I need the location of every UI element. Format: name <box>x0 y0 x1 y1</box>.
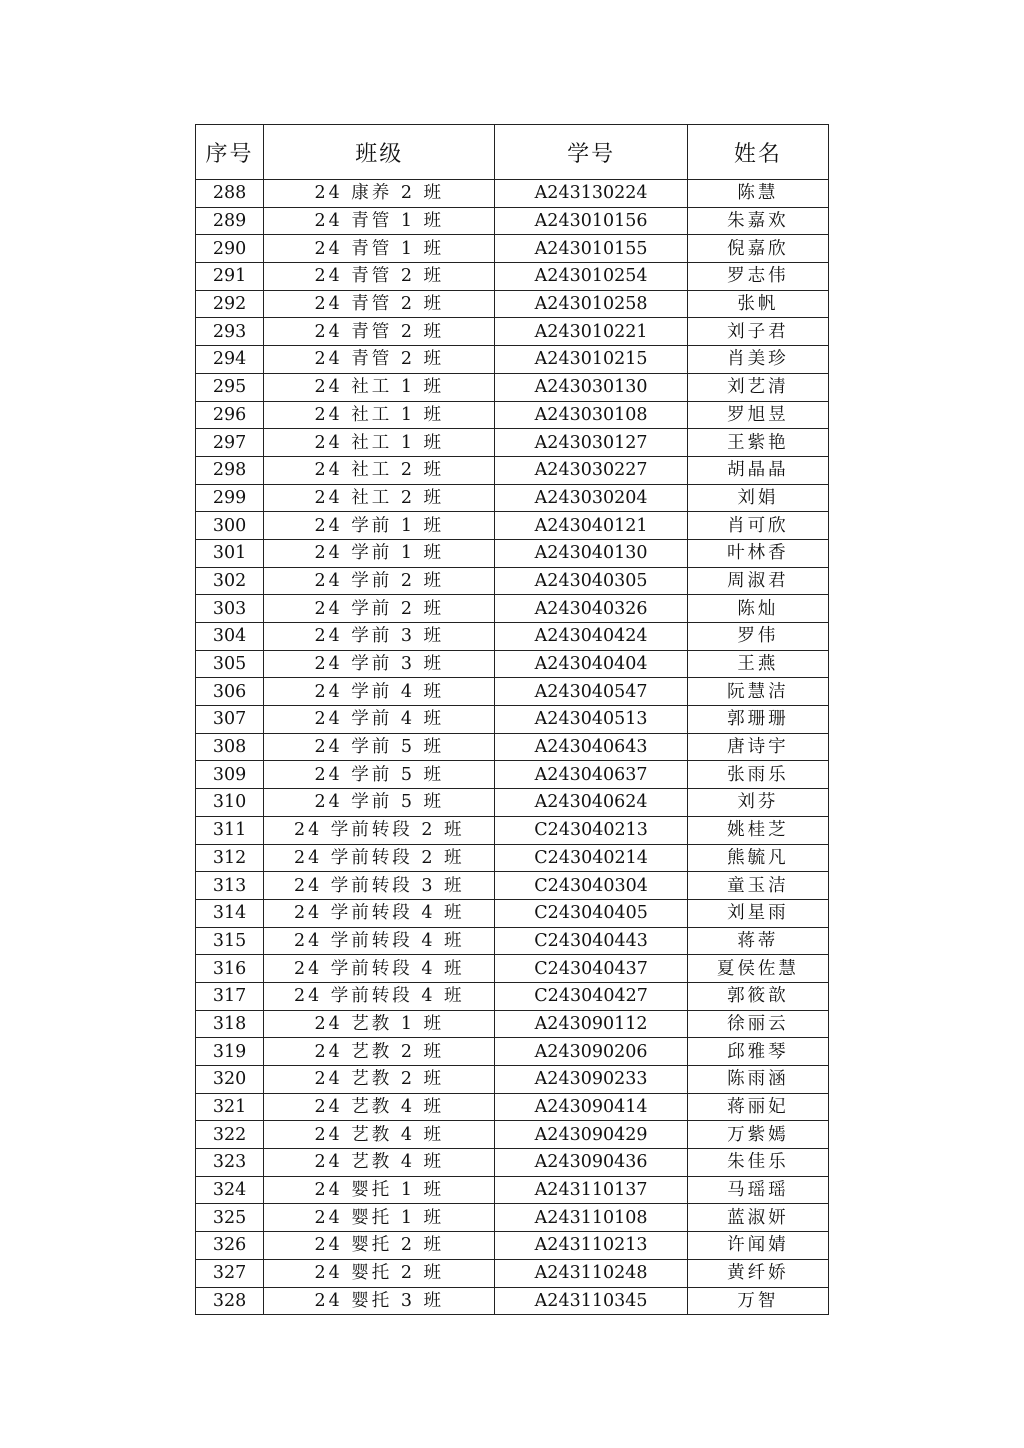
cell-student-id: A243110213 <box>495 1232 687 1260</box>
table-row <box>196 1038 829 1066</box>
cell-index: 320 <box>196 1066 264 1094</box>
cell-student-id: A243040643 <box>495 733 687 761</box>
table-row <box>196 1204 829 1232</box>
table-row <box>196 1149 829 1177</box>
cell-index: 322 <box>196 1121 264 1149</box>
cell-name: 胡晶晶 <box>687 456 828 484</box>
cell-class: 24 艺教 1 班 <box>264 1010 495 1038</box>
cell-student-id: A243110108 <box>495 1204 687 1232</box>
cell-name: 罗旭昱 <box>687 401 828 429</box>
cell-student-id: C243040405 <box>495 899 687 927</box>
cell-class: 24 青管 2 班 <box>264 318 495 346</box>
cell-index: 293 <box>196 318 264 346</box>
cell-index: 302 <box>196 567 264 595</box>
cell-index: 316 <box>196 955 264 983</box>
cell-index: 294 <box>196 346 264 374</box>
cell-index: 298 <box>196 456 264 484</box>
table-row <box>196 1287 829 1315</box>
cell-index: 306 <box>196 678 264 706</box>
cell-name: 罗志伟 <box>687 263 828 291</box>
table-row <box>196 733 829 761</box>
table-row <box>196 1093 829 1121</box>
table-row <box>196 872 829 900</box>
cell-class: 24 学前转段 4 班 <box>264 899 495 927</box>
table-row <box>196 1121 829 1149</box>
cell-name: 蒋丽妃 <box>687 1093 828 1121</box>
cell-student-id: A243010155 <box>495 235 687 263</box>
table-row <box>196 1259 829 1287</box>
cell-class: 24 青管 2 班 <box>264 263 495 291</box>
cell-class: 24 学前 3 班 <box>264 650 495 678</box>
cell-name: 蓝淑妍 <box>687 1204 828 1232</box>
table-row <box>196 816 829 844</box>
table-row <box>196 789 829 817</box>
cell-index: 318 <box>196 1010 264 1038</box>
cell-index: 299 <box>196 484 264 512</box>
cell-index: 305 <box>196 650 264 678</box>
cell-name: 张雨乐 <box>687 761 828 789</box>
cell-class: 24 学前 5 班 <box>264 761 495 789</box>
cell-student-id: A243040404 <box>495 650 687 678</box>
cell-student-id: A243010221 <box>495 318 687 346</box>
table-row <box>196 706 829 734</box>
cell-student-id: A243090112 <box>495 1010 687 1038</box>
cell-class: 24 学前 2 班 <box>264 567 495 595</box>
cell-class: 24 青管 2 班 <box>264 346 495 374</box>
table-row <box>196 1232 829 1260</box>
cell-class: 24 社工 1 班 <box>264 401 495 429</box>
cell-student-id: A243040424 <box>495 623 687 651</box>
cell-name: 熊毓凡 <box>687 844 828 872</box>
cell-class: 24 学前转段 4 班 <box>264 982 495 1010</box>
cell-index: 290 <box>196 235 264 263</box>
cell-student-id: A243030227 <box>495 456 687 484</box>
cell-class: 24 青管 1 班 <box>264 235 495 263</box>
cell-student-id: A243040121 <box>495 512 687 540</box>
cell-name: 肖美珍 <box>687 346 828 374</box>
cell-student-id: A243090429 <box>495 1121 687 1149</box>
table-row <box>196 1066 829 1094</box>
cell-index: 297 <box>196 429 264 457</box>
cell-name: 夏侯佐慧 <box>687 955 828 983</box>
cell-student-id: A243030204 <box>495 484 687 512</box>
cell-class: 24 康养 2 班 <box>264 180 495 208</box>
cell-name: 罗伟 <box>687 623 828 651</box>
cell-index: 304 <box>196 623 264 651</box>
table-row <box>196 567 829 595</box>
cell-name: 刘娟 <box>687 484 828 512</box>
cell-student-id: A243010156 <box>495 207 687 235</box>
cell-index: 308 <box>196 733 264 761</box>
cell-student-id: C243040437 <box>495 955 687 983</box>
table-row <box>196 678 829 706</box>
cell-name: 许闻婧 <box>687 1232 828 1260</box>
cell-index: 289 <box>196 207 264 235</box>
cell-student-id: C243040213 <box>495 816 687 844</box>
cell-name: 倪嘉欣 <box>687 235 828 263</box>
table-row <box>196 346 829 374</box>
cell-student-id: A243110345 <box>495 1287 687 1315</box>
cell-student-id: C243040443 <box>495 927 687 955</box>
cell-name: 刘子君 <box>687 318 828 346</box>
table-row <box>196 373 829 401</box>
cell-index: 327 <box>196 1259 264 1287</box>
cell-class: 24 学前 5 班 <box>264 733 495 761</box>
table-row <box>196 955 829 983</box>
cell-index: 307 <box>196 706 264 734</box>
cell-class: 24 学前 1 班 <box>264 539 495 567</box>
cell-student-id: A243090206 <box>495 1038 687 1066</box>
header-name: 姓名 <box>687 125 828 180</box>
cell-index: 309 <box>196 761 264 789</box>
student-roster-table <box>195 124 829 1315</box>
cell-class: 24 学前 4 班 <box>264 706 495 734</box>
cell-class: 24 社工 2 班 <box>264 484 495 512</box>
cell-class: 24 学前转段 4 班 <box>264 927 495 955</box>
cell-student-id: A243010254 <box>495 263 687 291</box>
cell-class: 24 婴托 1 班 <box>264 1176 495 1204</box>
cell-name: 唐诗宇 <box>687 733 828 761</box>
table-row <box>196 263 829 291</box>
cell-student-id: A243040130 <box>495 539 687 567</box>
cell-student-id: A243040637 <box>495 761 687 789</box>
table-row <box>196 484 829 512</box>
cell-student-id: A243090233 <box>495 1066 687 1094</box>
cell-index: 323 <box>196 1149 264 1177</box>
cell-student-id: C243040214 <box>495 844 687 872</box>
cell-index: 319 <box>196 1038 264 1066</box>
cell-index: 295 <box>196 373 264 401</box>
cell-index: 328 <box>196 1287 264 1315</box>
cell-student-id: C243040427 <box>495 982 687 1010</box>
cell-student-id: A243110137 <box>495 1176 687 1204</box>
table-row <box>196 623 829 651</box>
cell-student-id: A243040624 <box>495 789 687 817</box>
cell-class: 24 社工 1 班 <box>264 373 495 401</box>
table-row <box>196 650 829 678</box>
cell-class: 24 青管 1 班 <box>264 207 495 235</box>
cell-student-id: A243040305 <box>495 567 687 595</box>
cell-name: 马瑶瑶 <box>687 1176 828 1204</box>
cell-student-id: A243030108 <box>495 401 687 429</box>
table-row <box>196 512 829 540</box>
cell-student-id: A243010215 <box>495 346 687 374</box>
table-row <box>196 1176 829 1204</box>
header-student-id: 学号 <box>495 125 687 180</box>
table-row <box>196 180 829 208</box>
cell-class: 24 学前转段 4 班 <box>264 955 495 983</box>
cell-name: 周淑君 <box>687 567 828 595</box>
cell-class: 24 社工 2 班 <box>264 456 495 484</box>
cell-index: 292 <box>196 290 264 318</box>
cell-student-id: A243130224 <box>495 180 687 208</box>
cell-index: 296 <box>196 401 264 429</box>
cell-name: 张帆 <box>687 290 828 318</box>
cell-name: 刘芬 <box>687 789 828 817</box>
header-index: 序号 <box>196 125 264 180</box>
cell-index: 313 <box>196 872 264 900</box>
cell-name: 徐丽云 <box>687 1010 828 1038</box>
cell-name: 陈雨涵 <box>687 1066 828 1094</box>
cell-student-id: A243040547 <box>495 678 687 706</box>
cell-student-id: A243090436 <box>495 1149 687 1177</box>
cell-name: 刘艺清 <box>687 373 828 401</box>
cell-name: 万智 <box>687 1287 828 1315</box>
cell-class: 24 学前转段 3 班 <box>264 872 495 900</box>
cell-name: 朱嘉欢 <box>687 207 828 235</box>
cell-name: 叶林香 <box>687 539 828 567</box>
cell-student-id: A243030127 <box>495 429 687 457</box>
table-row <box>196 595 829 623</box>
cell-class: 24 艺教 2 班 <box>264 1038 495 1066</box>
cell-index: 288 <box>196 180 264 208</box>
header-class: 班级 <box>264 125 495 180</box>
cell-class: 24 学前 3 班 <box>264 623 495 651</box>
cell-name: 肖可欣 <box>687 512 828 540</box>
table-row <box>196 235 829 263</box>
cell-name: 万紫嫣 <box>687 1121 828 1149</box>
cell-name: 王紫艳 <box>687 429 828 457</box>
table-row <box>196 761 829 789</box>
table-row <box>196 844 829 872</box>
cell-index: 317 <box>196 982 264 1010</box>
table-header-row <box>196 125 829 180</box>
table-row <box>196 982 829 1010</box>
cell-student-id: A243090414 <box>495 1093 687 1121</box>
cell-class: 24 学前 4 班 <box>264 678 495 706</box>
table-row <box>196 456 829 484</box>
cell-index: 324 <box>196 1176 264 1204</box>
cell-student-id: C243040304 <box>495 872 687 900</box>
cell-student-id: A243040513 <box>495 706 687 734</box>
cell-index: 325 <box>196 1204 264 1232</box>
cell-index: 326 <box>196 1232 264 1260</box>
cell-student-id: A243010258 <box>495 290 687 318</box>
cell-student-id: A243040326 <box>495 595 687 623</box>
cell-name: 黄纤娇 <box>687 1259 828 1287</box>
table-row <box>196 290 829 318</box>
cell-name: 童玉洁 <box>687 872 828 900</box>
cell-student-id: A243030130 <box>495 373 687 401</box>
cell-name: 王燕 <box>687 650 828 678</box>
cell-class: 24 婴托 2 班 <box>264 1259 495 1287</box>
cell-class: 24 婴托 2 班 <box>264 1232 495 1260</box>
table-row <box>196 318 829 346</box>
table-body <box>196 180 829 1315</box>
cell-index: 310 <box>196 789 264 817</box>
cell-class: 24 学前转段 2 班 <box>264 844 495 872</box>
cell-name: 邱雅琴 <box>687 1038 828 1066</box>
table-row <box>196 1010 829 1038</box>
cell-name: 姚桂芝 <box>687 816 828 844</box>
cell-class: 24 婴托 1 班 <box>264 1204 495 1232</box>
cell-index: 303 <box>196 595 264 623</box>
cell-name: 刘星雨 <box>687 899 828 927</box>
cell-name: 阮慧洁 <box>687 678 828 706</box>
cell-index: 314 <box>196 899 264 927</box>
cell-class: 24 学前 1 班 <box>264 512 495 540</box>
cell-name: 郭珊珊 <box>687 706 828 734</box>
cell-name: 蒋蒂 <box>687 927 828 955</box>
cell-index: 300 <box>196 512 264 540</box>
table-row <box>196 401 829 429</box>
table-row <box>196 207 829 235</box>
cell-class: 24 学前转段 2 班 <box>264 816 495 844</box>
cell-class: 24 青管 2 班 <box>264 290 495 318</box>
table-row <box>196 899 829 927</box>
cell-class: 24 社工 1 班 <box>264 429 495 457</box>
table-row <box>196 429 829 457</box>
cell-class: 24 艺教 4 班 <box>264 1149 495 1177</box>
cell-index: 312 <box>196 844 264 872</box>
cell-index: 311 <box>196 816 264 844</box>
cell-name: 郭筱歆 <box>687 982 828 1010</box>
cell-student-id: A243110248 <box>495 1259 687 1287</box>
cell-class: 24 艺教 4 班 <box>264 1121 495 1149</box>
cell-class: 24 艺教 2 班 <box>264 1066 495 1094</box>
cell-index: 291 <box>196 263 264 291</box>
cell-index: 321 <box>196 1093 264 1121</box>
cell-class: 24 学前 2 班 <box>264 595 495 623</box>
cell-name: 陈慧 <box>687 180 828 208</box>
table-row <box>196 927 829 955</box>
cell-class: 24 婴托 3 班 <box>264 1287 495 1315</box>
table-row <box>196 539 829 567</box>
cell-class: 24 学前 5 班 <box>264 789 495 817</box>
cell-class: 24 艺教 4 班 <box>264 1093 495 1121</box>
cell-index: 315 <box>196 927 264 955</box>
cell-name: 陈灿 <box>687 595 828 623</box>
cell-index: 301 <box>196 539 264 567</box>
cell-name: 朱佳乐 <box>687 1149 828 1177</box>
